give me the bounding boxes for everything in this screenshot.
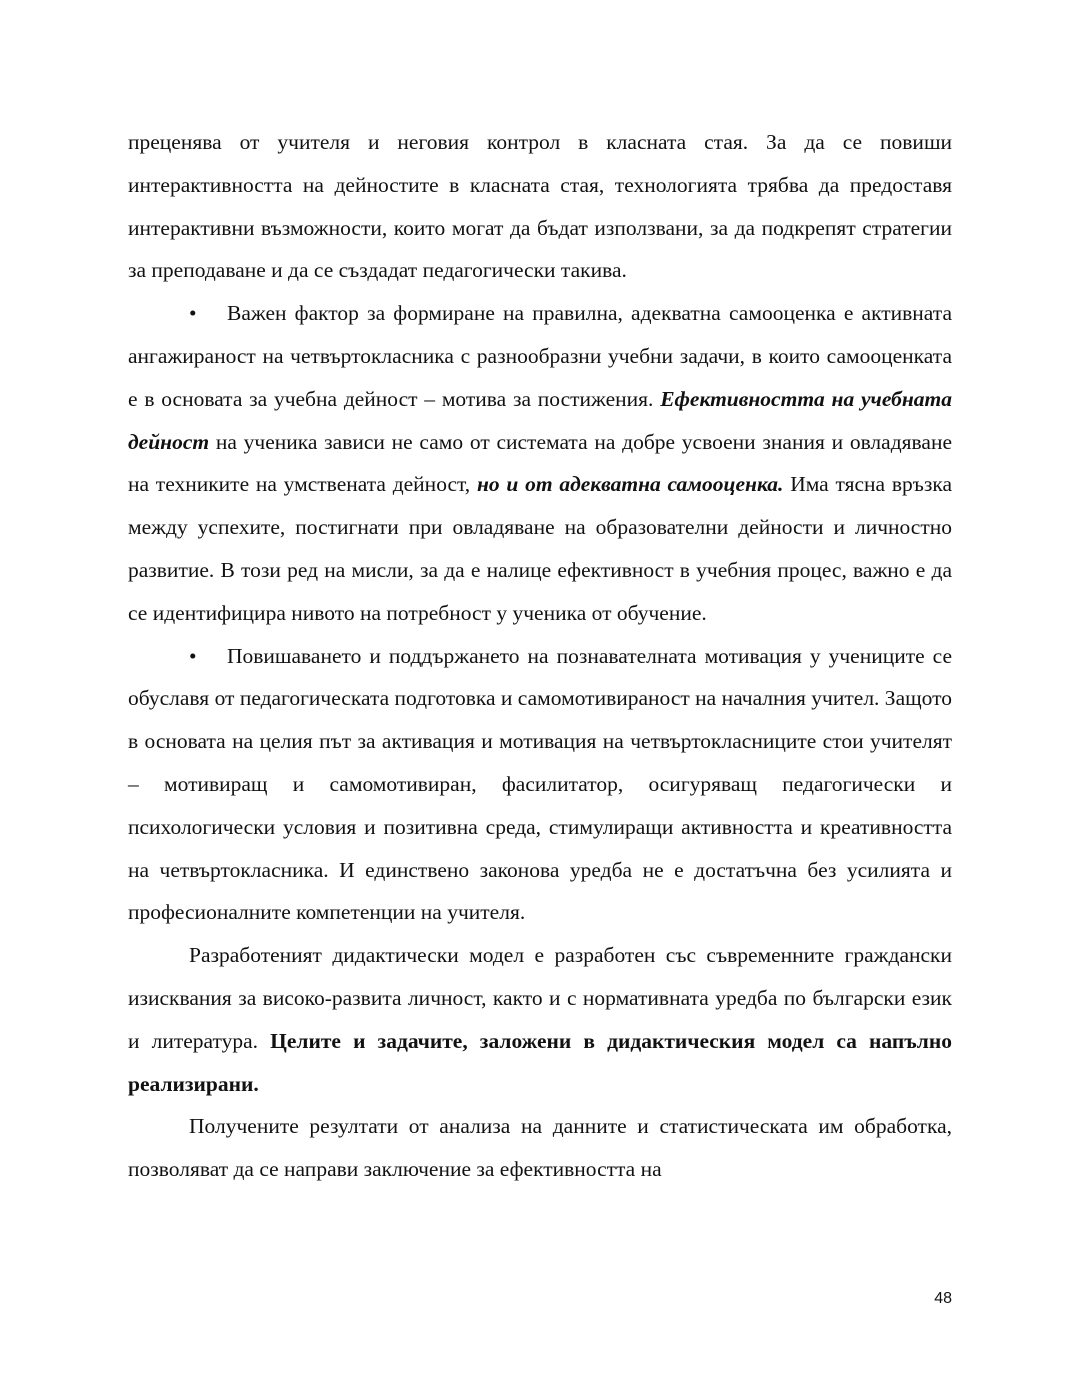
bold-conclusion-text: Целите и задачите, заложени в дидактическия модел са напълно реализирани. [128, 1028, 952, 1096]
paragraph-results [128, 1105, 952, 1191]
paragraph-text: преценява от учителя и неговия контрол в класната стая. За да се повиши интерактивността на дейностите в класната стая, технологията трябва да предоставя интерактивни възможности, които могат да бъдат използвани, за да подкрепят стратегии за преподаване и да се създадат педагогически такива. [128, 130, 952, 283]
bullet-paragraph-self-assessment [128, 292, 952, 634]
paragraph-text: Получените резултати от анализа на данните и статистическата им обработка, позволяват да се направи заключение за ефективността на [128, 1114, 952, 1182]
bullet-icon: • [189, 301, 197, 326]
body-text [128, 121, 952, 1191]
paragraph-text: на ученика зависи не само от системата на добре усвоени знания и овладяване на техниките на умствената дейност, [128, 429, 952, 497]
paragraph-text: Има тясна връзка между успехите, постигнати при овладяване на образователни дейности и личностно развитие. В този ред на мисли, за да е налице ефективност в учебния процес, важно е да се идентифицира нивото на потребност у ученика от обучение. [128, 472, 952, 625]
emphasis-text: Ефективността на учебната дейност [128, 386, 952, 454]
paragraph-text: Важен фактор за формиране на правилна, адекватна самооценка е активната ангажираност на четвъртокласника с разнообразни учебни задачи, в които самооценката е в основата за учебна дейност – мотива за постижения. [128, 301, 952, 411]
paragraph-text: Разработеният дидактически модел е разработен със съвременните граждански изисквания за високо-развита личност, както и с нормативната уредба по български език и литература. [128, 943, 952, 1053]
bullet-paragraph-motivation [128, 635, 952, 935]
paragraph-continuation [128, 121, 952, 292]
paragraph-didactic-model [128, 934, 952, 1105]
bullet-icon: • [189, 643, 197, 668]
paragraph-text: Повишаването и поддържането на познавателната мотивация у учениците се обуславя от педагогическата подготовка и самомотивираност на началния учител. Защото в основата на целия път за активация и мотивация на четвъртокласниците стои учителят – мотивиращ и самомотивиран, фасилитатор, осигуряващ педагогически и психологически условия и позитивна среда, стимулиращи активността и креативността на четвъртокласника. И единствено законова уредба не е достатъчна без усилията и професионалните компетенции на учителя. [128, 643, 952, 925]
page-number: 48 [934, 1290, 952, 1307]
emphasis-text: но и от адекватна самооценка. [476, 472, 784, 497]
